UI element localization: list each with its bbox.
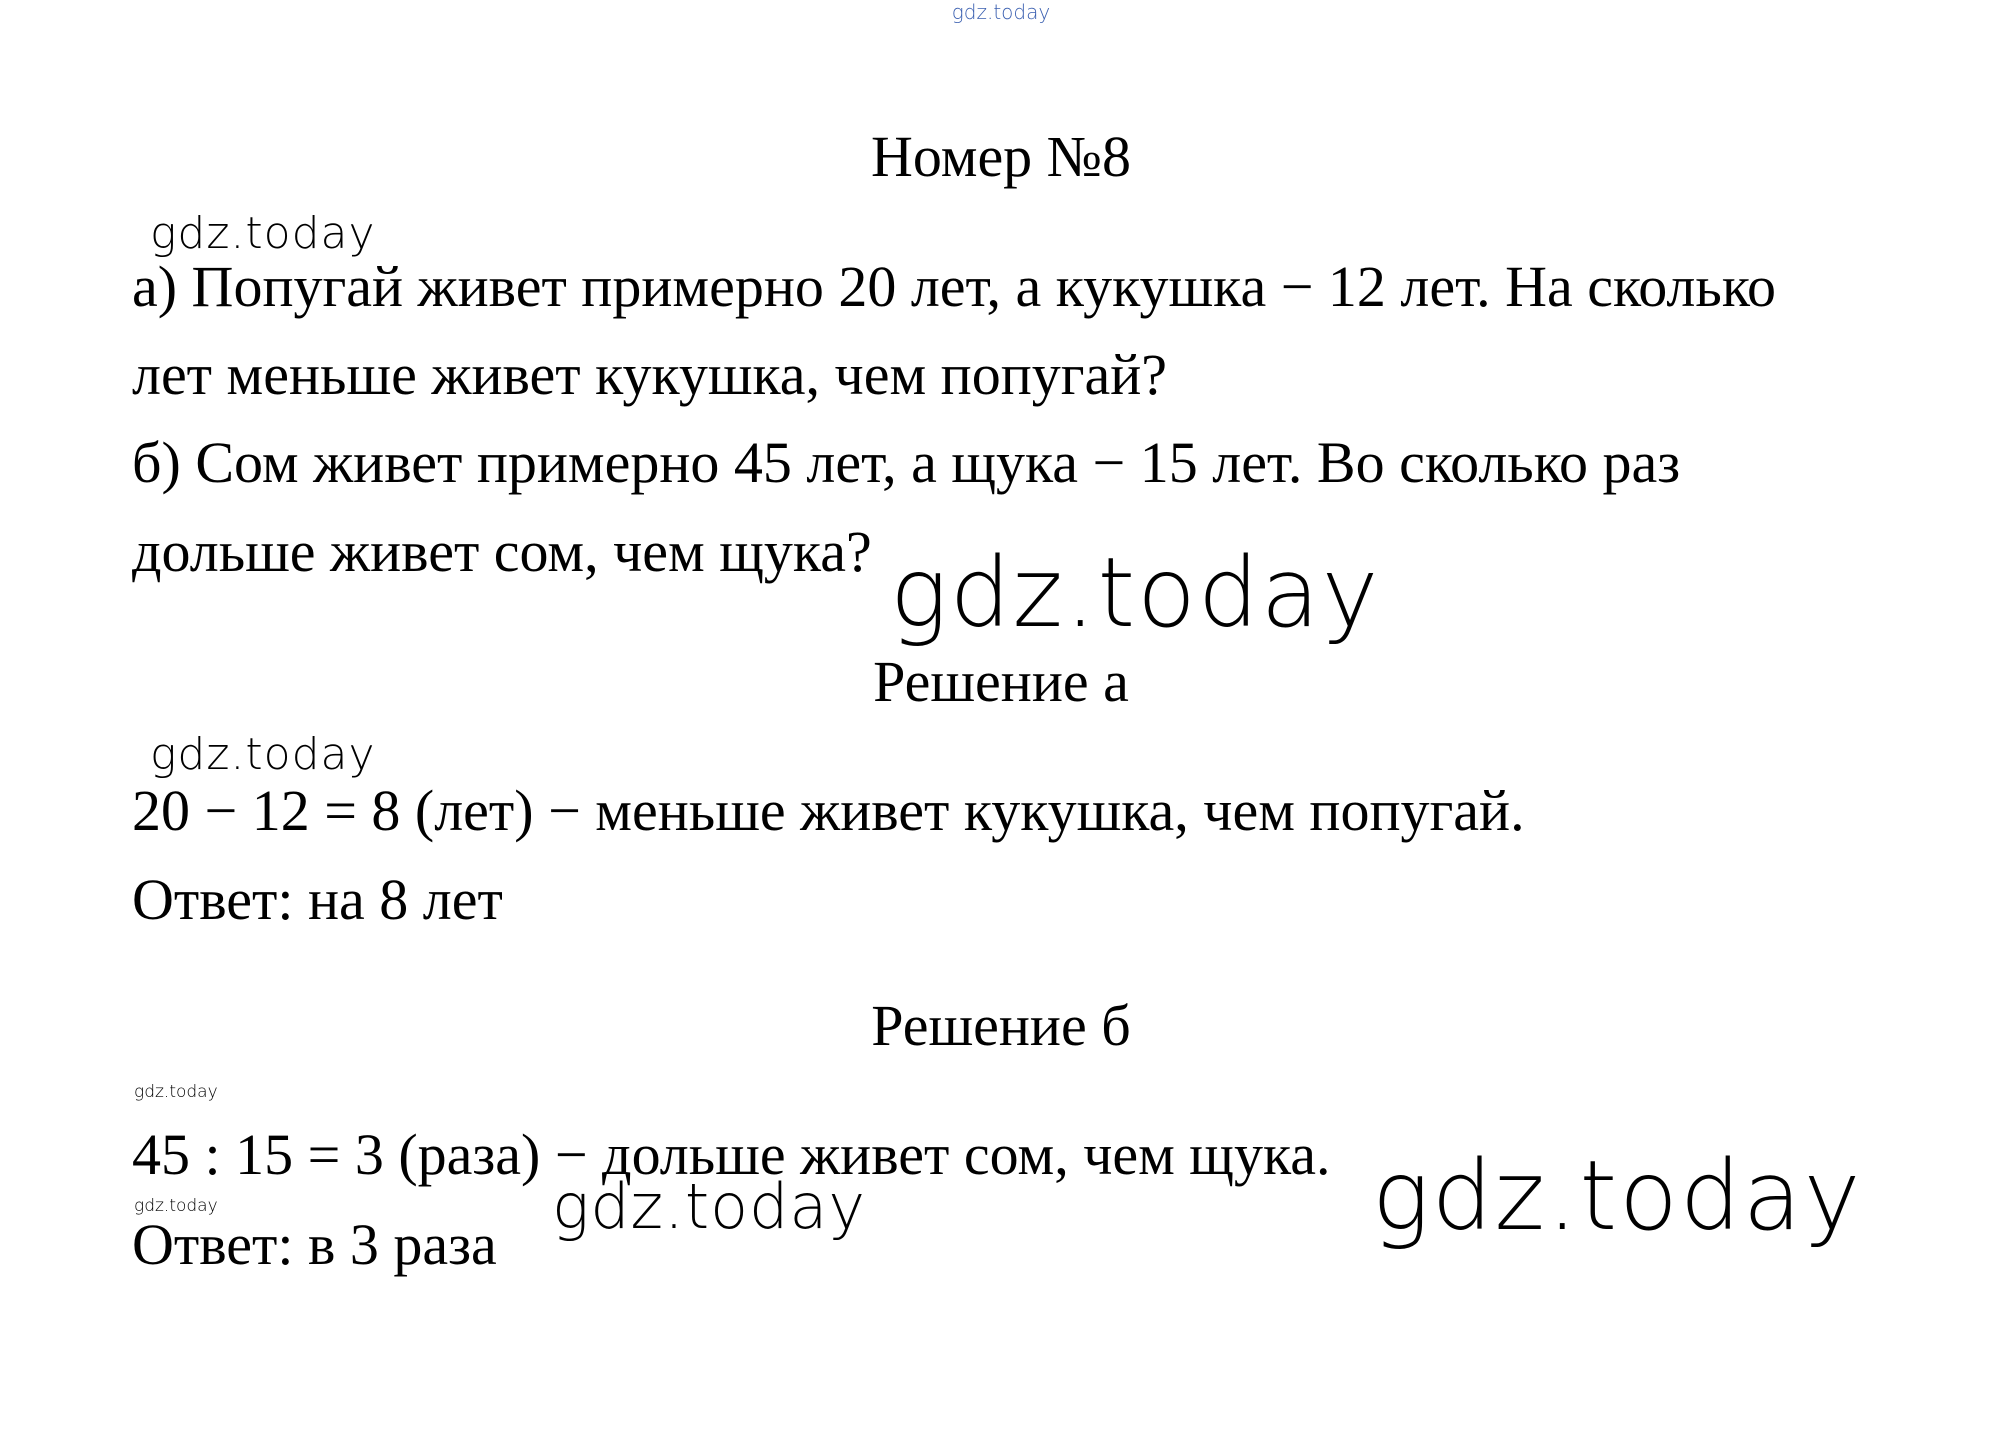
problem-b-line-2: дольше живет сом, чем щука?	[132, 519, 872, 584]
solution-b-heading: Решение б	[871, 993, 1131, 1058]
solution-b-answer: Ответ: в 3 раза	[132, 1212, 497, 1277]
solution-a-calc: 20 − 12 = 8 (лет) − меньше живет кукушка, чем попугай.	[132, 778, 1525, 843]
problem-b-line-1: б) Сом живет примерно 45 лет, а щука − 15 лет. Во сколько раз	[132, 430, 1681, 495]
problem-a-line-2: лет меньше живет кукушка, чем попугай?	[132, 342, 1168, 407]
page-title: Номер №8	[870, 124, 1132, 189]
solution-a-heading: Решение а	[873, 649, 1129, 714]
solution-b-calc: 45 : 15 = 3 (раза) − дольше живет сом, чем щука.	[132, 1122, 1331, 1187]
watermark-4: gdz.today	[134, 1082, 218, 1102]
watermark-3: gdz.today	[150, 729, 376, 780]
watermark-2: gdz.today	[890, 537, 1381, 649]
watermark-1: gdz.today	[150, 208, 376, 259]
watermark-7: gdz.today	[552, 1170, 867, 1243]
watermark-6: gdz.today	[134, 1196, 218, 1216]
solution-a-answer: Ответ: на 8 лет	[132, 867, 503, 932]
watermark-5: gdz.today	[1372, 1140, 1863, 1252]
problem-a-line-1: а) Попугай живет примерно 20 лет, а кукушка − 12 лет. На сколько	[132, 254, 1777, 319]
watermark-top: gdz.today	[951, 0, 1051, 24]
